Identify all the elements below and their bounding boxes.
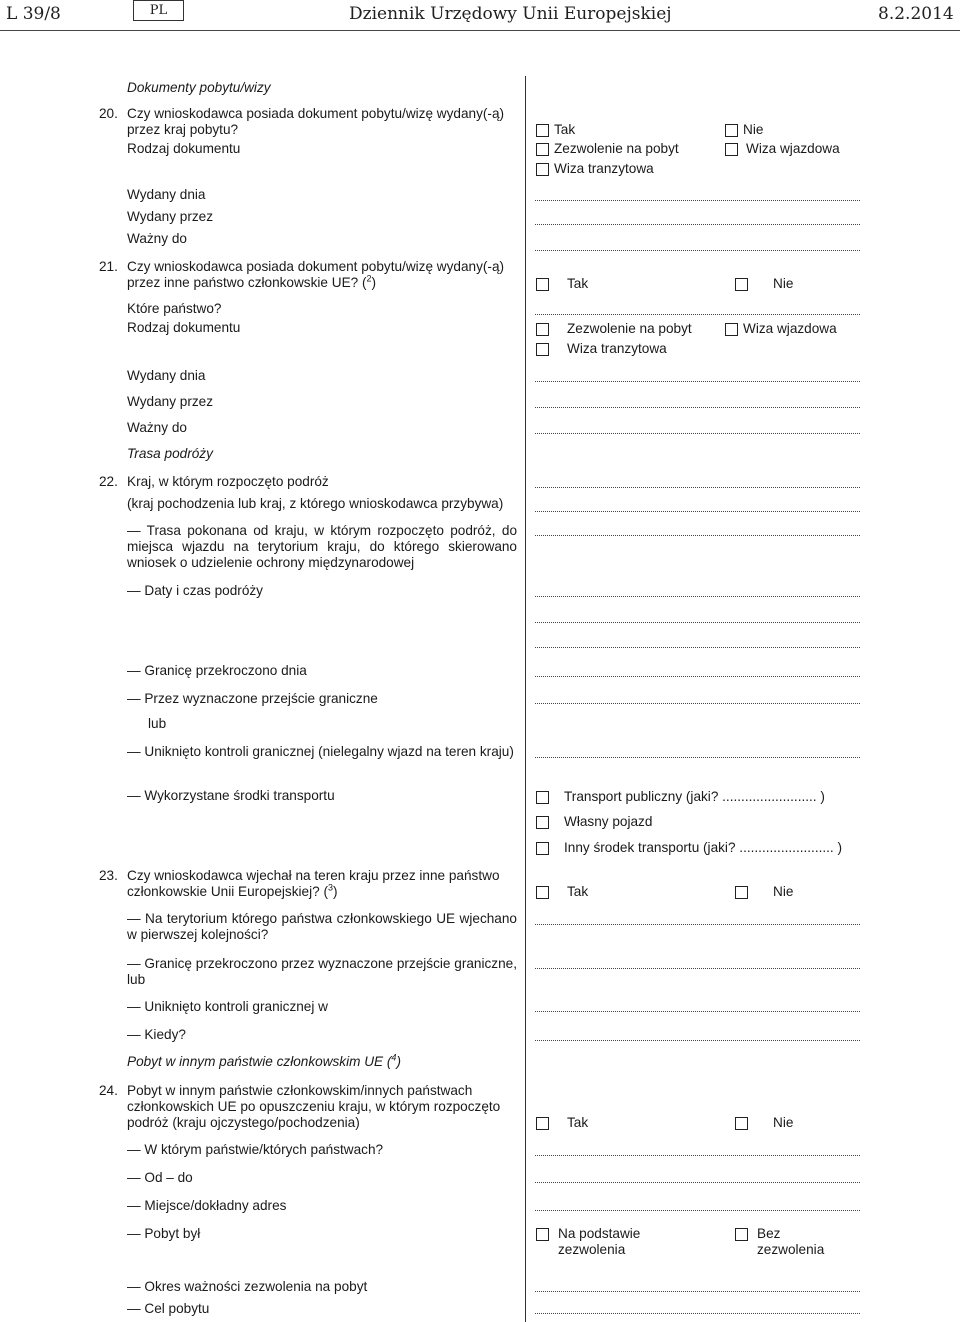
language-badge: PL xyxy=(133,0,184,21)
q24-based-on-permit-label-1: Na podstawie xyxy=(558,1226,641,1241)
q24-based-on-permit-label-2: zezwolenia xyxy=(558,1242,626,1257)
q21-yes-label: Tak xyxy=(567,276,589,291)
q21-entry-visa-label: Wiza wjazdowa xyxy=(743,321,837,336)
q20-no-checkbox[interactable] xyxy=(725,124,738,137)
q21-doc-type-label: Rodzaj dokumentu xyxy=(127,320,241,335)
q21-question-line2: przez inne państwo członkowskie UE? ($^2$) xyxy=(127,273,377,290)
q20-valid-to-label: Ważny do xyxy=(127,231,187,246)
q23-crossed-field[interactable] xyxy=(535,958,860,969)
q23-question-line1: Czy wnioskodawca wjechał na teren kraju przez inne państwo xyxy=(127,868,500,883)
q20-doc-type-label: Rodzaj dokumentu xyxy=(127,141,241,156)
q24-question-line1: Pobyt w innym państwie członkowskim/innych państwach xyxy=(127,1083,473,1098)
q24-based-on-permit-checkbox[interactable] xyxy=(536,1228,549,1241)
q23-yes-label: Tak xyxy=(567,884,589,899)
q24-which-label: — W którym państwie/których państwach? xyxy=(127,1142,384,1157)
q22-public-transport-checkbox[interactable] xyxy=(536,791,549,804)
q20-issued-on-label: Wydany dnia xyxy=(127,187,206,202)
q24-question-line3: podróż (kraju ojczystego/pochodzenia) xyxy=(127,1115,360,1130)
q21-transit-visa-label: Wiza tranzytowa xyxy=(567,341,667,356)
q20-valid-to-field[interactable] xyxy=(535,240,860,251)
q23-avoided-field[interactable] xyxy=(535,1001,860,1012)
q20-issued-on-field[interactable] xyxy=(535,190,860,201)
q24-purpose-field[interactable] xyxy=(535,1303,860,1314)
q22-question-line2: (kraj pochodzenia lub kraj, z którego wnioskodawca przybywa) xyxy=(127,496,504,511)
q22-dates-field-3[interactable] xyxy=(535,637,860,648)
q22-route-field[interactable] xyxy=(535,525,860,536)
q21-question-line1: Czy wnioskodawca posiada dokument pobytu/wizę wydany(-ą) xyxy=(127,259,505,274)
q24-yes-checkbox[interactable] xyxy=(536,1117,549,1130)
q23-yes-checkbox[interactable] xyxy=(536,886,549,899)
stay-footnote-ref: 4 xyxy=(391,1052,397,1063)
q23-number: 23. xyxy=(99,868,118,883)
section-heading-stay: Pobyt w innym państwie członkowskim UE ($^4$) xyxy=(127,1052,401,1069)
q23-first-state-label: — Na terytorium którego państwa członkowskiego UE wjechano w pierwszej kolejności? xyxy=(127,911,517,942)
q21-no-label: Nie xyxy=(773,276,794,291)
q22-border-date-label: — Granicę przekroczono dnia xyxy=(127,663,307,678)
q22-or-label: lub xyxy=(148,716,167,731)
q22-dates-label: — Daty i czas podróży xyxy=(127,583,263,598)
q21-permit-label: Zezwolenie na pobyt xyxy=(567,321,692,336)
section-heading-documents: Dokumenty pobytu/wizy xyxy=(127,80,271,95)
q23-crossed-label: — Granicę przekroczono przez wyznaczone przejście graniczne, lub xyxy=(127,956,517,987)
q20-entry-visa-checkbox[interactable] xyxy=(725,143,738,156)
q22-origin-field[interactable] xyxy=(535,477,860,488)
q20-number: 20. xyxy=(99,106,118,121)
q22-origin-detail-field[interactable] xyxy=(535,501,860,512)
q22-dates-field-1[interactable] xyxy=(535,586,860,597)
q21-which-state-field[interactable] xyxy=(535,304,860,315)
q20-yes-label: Tak xyxy=(554,122,576,137)
q23-no-label: Nie xyxy=(773,884,794,899)
q23-when-field[interactable] xyxy=(535,1030,860,1041)
q24-without-permit-label-1: Bez xyxy=(757,1226,781,1241)
page-number: L 39/8 xyxy=(6,4,61,24)
q21-no-checkbox[interactable] xyxy=(735,278,748,291)
q22-public-transport-label: Transport publiczny (jaki? ......................... ) xyxy=(564,789,825,804)
q20-transit-visa-label: Wiza tranzytowa xyxy=(554,161,654,176)
q22-border-date-field[interactable] xyxy=(535,666,860,677)
q23-footnote-ref: 3 xyxy=(327,882,333,893)
q21-valid-to-label: Ważny do xyxy=(127,420,187,435)
q21-yes-checkbox[interactable] xyxy=(536,278,549,291)
q20-question-line1: Czy wnioskodawca posiada dokument pobytu/wizę wydany(-ą) xyxy=(127,106,505,121)
q24-without-permit-checkbox[interactable] xyxy=(735,1228,748,1241)
q24-purpose-label: — Cel pobytu xyxy=(127,1301,210,1316)
q21-issued-by-field[interactable] xyxy=(535,397,860,408)
q22-other-transport-label: Inny środek transportu (jaki? ......................... ) xyxy=(564,840,843,855)
q24-no-label: Nie xyxy=(773,1115,794,1130)
q24-no-checkbox[interactable] xyxy=(735,1117,748,1130)
q24-which-field[interactable] xyxy=(535,1145,860,1156)
q21-entry-visa-checkbox[interactable] xyxy=(725,323,738,336)
journal-title: Dziennik Urzędowy Unii Europejskiej xyxy=(349,4,672,24)
q21-number: 21. xyxy=(99,259,118,274)
q23-first-state-field[interactable] xyxy=(535,914,860,925)
header-rule xyxy=(0,30,960,31)
q23-question-line2: członkowskie Unii Europejskiej? ($^3$) xyxy=(127,882,338,899)
q22-crossing-field[interactable] xyxy=(535,693,860,704)
q20-no-label: Nie xyxy=(743,122,764,137)
q21-which-state-label: Które państwo? xyxy=(127,301,222,316)
publication-date: 8.2.2014 xyxy=(878,4,954,24)
q20-transit-visa-checkbox[interactable] xyxy=(536,163,549,176)
q23-when-label: — Kiedy? xyxy=(127,1027,186,1042)
q22-crossing-label: — Przez wyznaczone przejście graniczne xyxy=(127,691,378,706)
q22-own-vehicle-label: Własny pojazd xyxy=(564,814,653,829)
q20-issued-by-label: Wydany przez xyxy=(127,209,214,224)
q24-place-field[interactable] xyxy=(535,1200,860,1211)
q22-other-transport-checkbox[interactable] xyxy=(536,842,549,855)
q22-number: 22. xyxy=(99,474,118,489)
q24-yes-label: Tak xyxy=(567,1115,589,1130)
q23-no-checkbox[interactable] xyxy=(735,886,748,899)
section-heading-route: Trasa podróży xyxy=(127,446,213,461)
q21-footnote-ref: 2 xyxy=(366,273,372,284)
q20-yes-checkbox[interactable] xyxy=(536,124,549,137)
q24-stay-was-label: — Pobyt był xyxy=(127,1226,201,1241)
q20-permit-checkbox[interactable] xyxy=(536,143,549,156)
q20-question-line2: przez kraj pobytu? xyxy=(127,122,239,137)
q20-permit-label: Zezwolenie na pobyt xyxy=(554,141,679,156)
q22-avoided-label: — Uniknięto kontroli granicznej (nielegalny wjazd na teren kraju) xyxy=(127,744,514,759)
q24-number: 24. xyxy=(99,1083,118,1098)
q24-from-to-field[interactable] xyxy=(535,1172,860,1183)
q24-from-to-label: — Od – do xyxy=(127,1170,193,1185)
q22-route-label: — Trasa pokonana od kraju, w którym rozpoczęto podróż, do miejsca wjazdu na terytorium kraju, do którego skierowano wniosek o udzielenie ochrony międzynarodowej xyxy=(127,523,517,570)
q22-dates-field-2[interactable] xyxy=(535,612,860,623)
column-divider xyxy=(525,76,526,1322)
q22-transport-label: — Wykorzystane środki transportu xyxy=(127,788,335,803)
q21-valid-to-field[interactable] xyxy=(535,423,860,434)
q21-issued-on-field[interactable] xyxy=(535,371,860,382)
q21-permit-checkbox[interactable] xyxy=(536,323,549,336)
q21-issued-on-label: Wydany dnia xyxy=(127,368,206,383)
q23-avoided-label: — Uniknięto kontroli granicznej w xyxy=(127,999,328,1014)
q21-issued-by-label: Wydany przez xyxy=(127,394,214,409)
q24-permit-validity-label: — Okres ważności zezwolenia na pobyt xyxy=(127,1279,368,1294)
q24-permit-validity-field[interactable] xyxy=(535,1281,860,1292)
q24-without-permit-label-2: zezwolenia xyxy=(757,1242,825,1257)
q24-place-label: — Miejsce/dokładny adres xyxy=(127,1198,287,1213)
q24-question-line2: członkowskich UE po opuszczeniu kraju, w którym rozpoczęto xyxy=(127,1099,501,1114)
q20-entry-visa-label: Wiza wjazdowa xyxy=(746,141,840,156)
q22-own-vehicle-checkbox[interactable] xyxy=(536,816,549,829)
q20-issued-by-field[interactable] xyxy=(535,214,860,225)
q22-avoided-field[interactable] xyxy=(535,747,860,758)
q22-question-line1: Kraj, w którym rozpoczęto podróż xyxy=(127,474,329,489)
q21-transit-visa-checkbox[interactable] xyxy=(536,343,549,356)
